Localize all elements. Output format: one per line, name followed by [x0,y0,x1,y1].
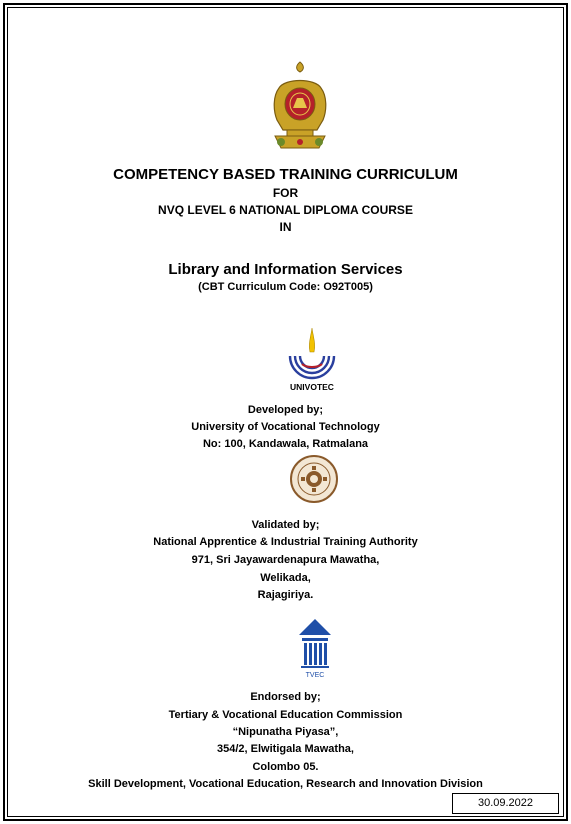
title-line-4: IN [279,220,292,234]
title-line-3: NVQ LEVEL 6 NATIONAL DIPLOMA COURSE [158,203,413,217]
course-title: Library and Information Services [168,261,403,278]
endorser-building: “Nipunatha Piyasa”, [232,726,339,738]
univotec-logo-icon [284,326,340,392]
title-line-1: COMPETENCY BASED TRAINING CURRICULUM [113,166,458,183]
endorser-org: Tertiary & Vocational Education Commission [168,709,403,721]
national-emblem-icon [269,60,331,152]
developer-org: University of Vocational Technology [191,421,380,433]
endorsed-by-label: Endorsed by; [250,691,321,703]
validator-org: National Apprentice & Industrial Training Authority [153,536,418,548]
validator-address-1: 971, Sri Jayawardenapura Mawatha, [191,554,380,566]
validator-address-3: Rajagiriya. [257,589,314,601]
tvec-logo-text: TVEC [305,672,325,679]
date-box: 30.09.2022 [452,793,559,814]
endorser-address-2: Colombo 05. [252,761,319,773]
endorser-division: Skill Development, Vocational Education, Research and Innovation Division [88,778,483,790]
developer-address: No: 100, Kandawala, Ratmalana [202,438,369,450]
developed-by-label: Developed by; [247,404,324,416]
endorser-address-1: 354/2, Elwitigala Mawatha, [217,743,354,755]
validator-address-2: Welikada, [260,572,311,584]
title-line-2: FOR [272,186,299,200]
naita-seal-icon [289,454,339,504]
tvec-logo-icon [296,617,334,679]
univotec-logo-text: UNIVOTEC [290,382,334,392]
validated-by-label: Validated by; [251,519,320,531]
curriculum-code: (CBT Curriculum Code: O92T005) [198,281,373,293]
